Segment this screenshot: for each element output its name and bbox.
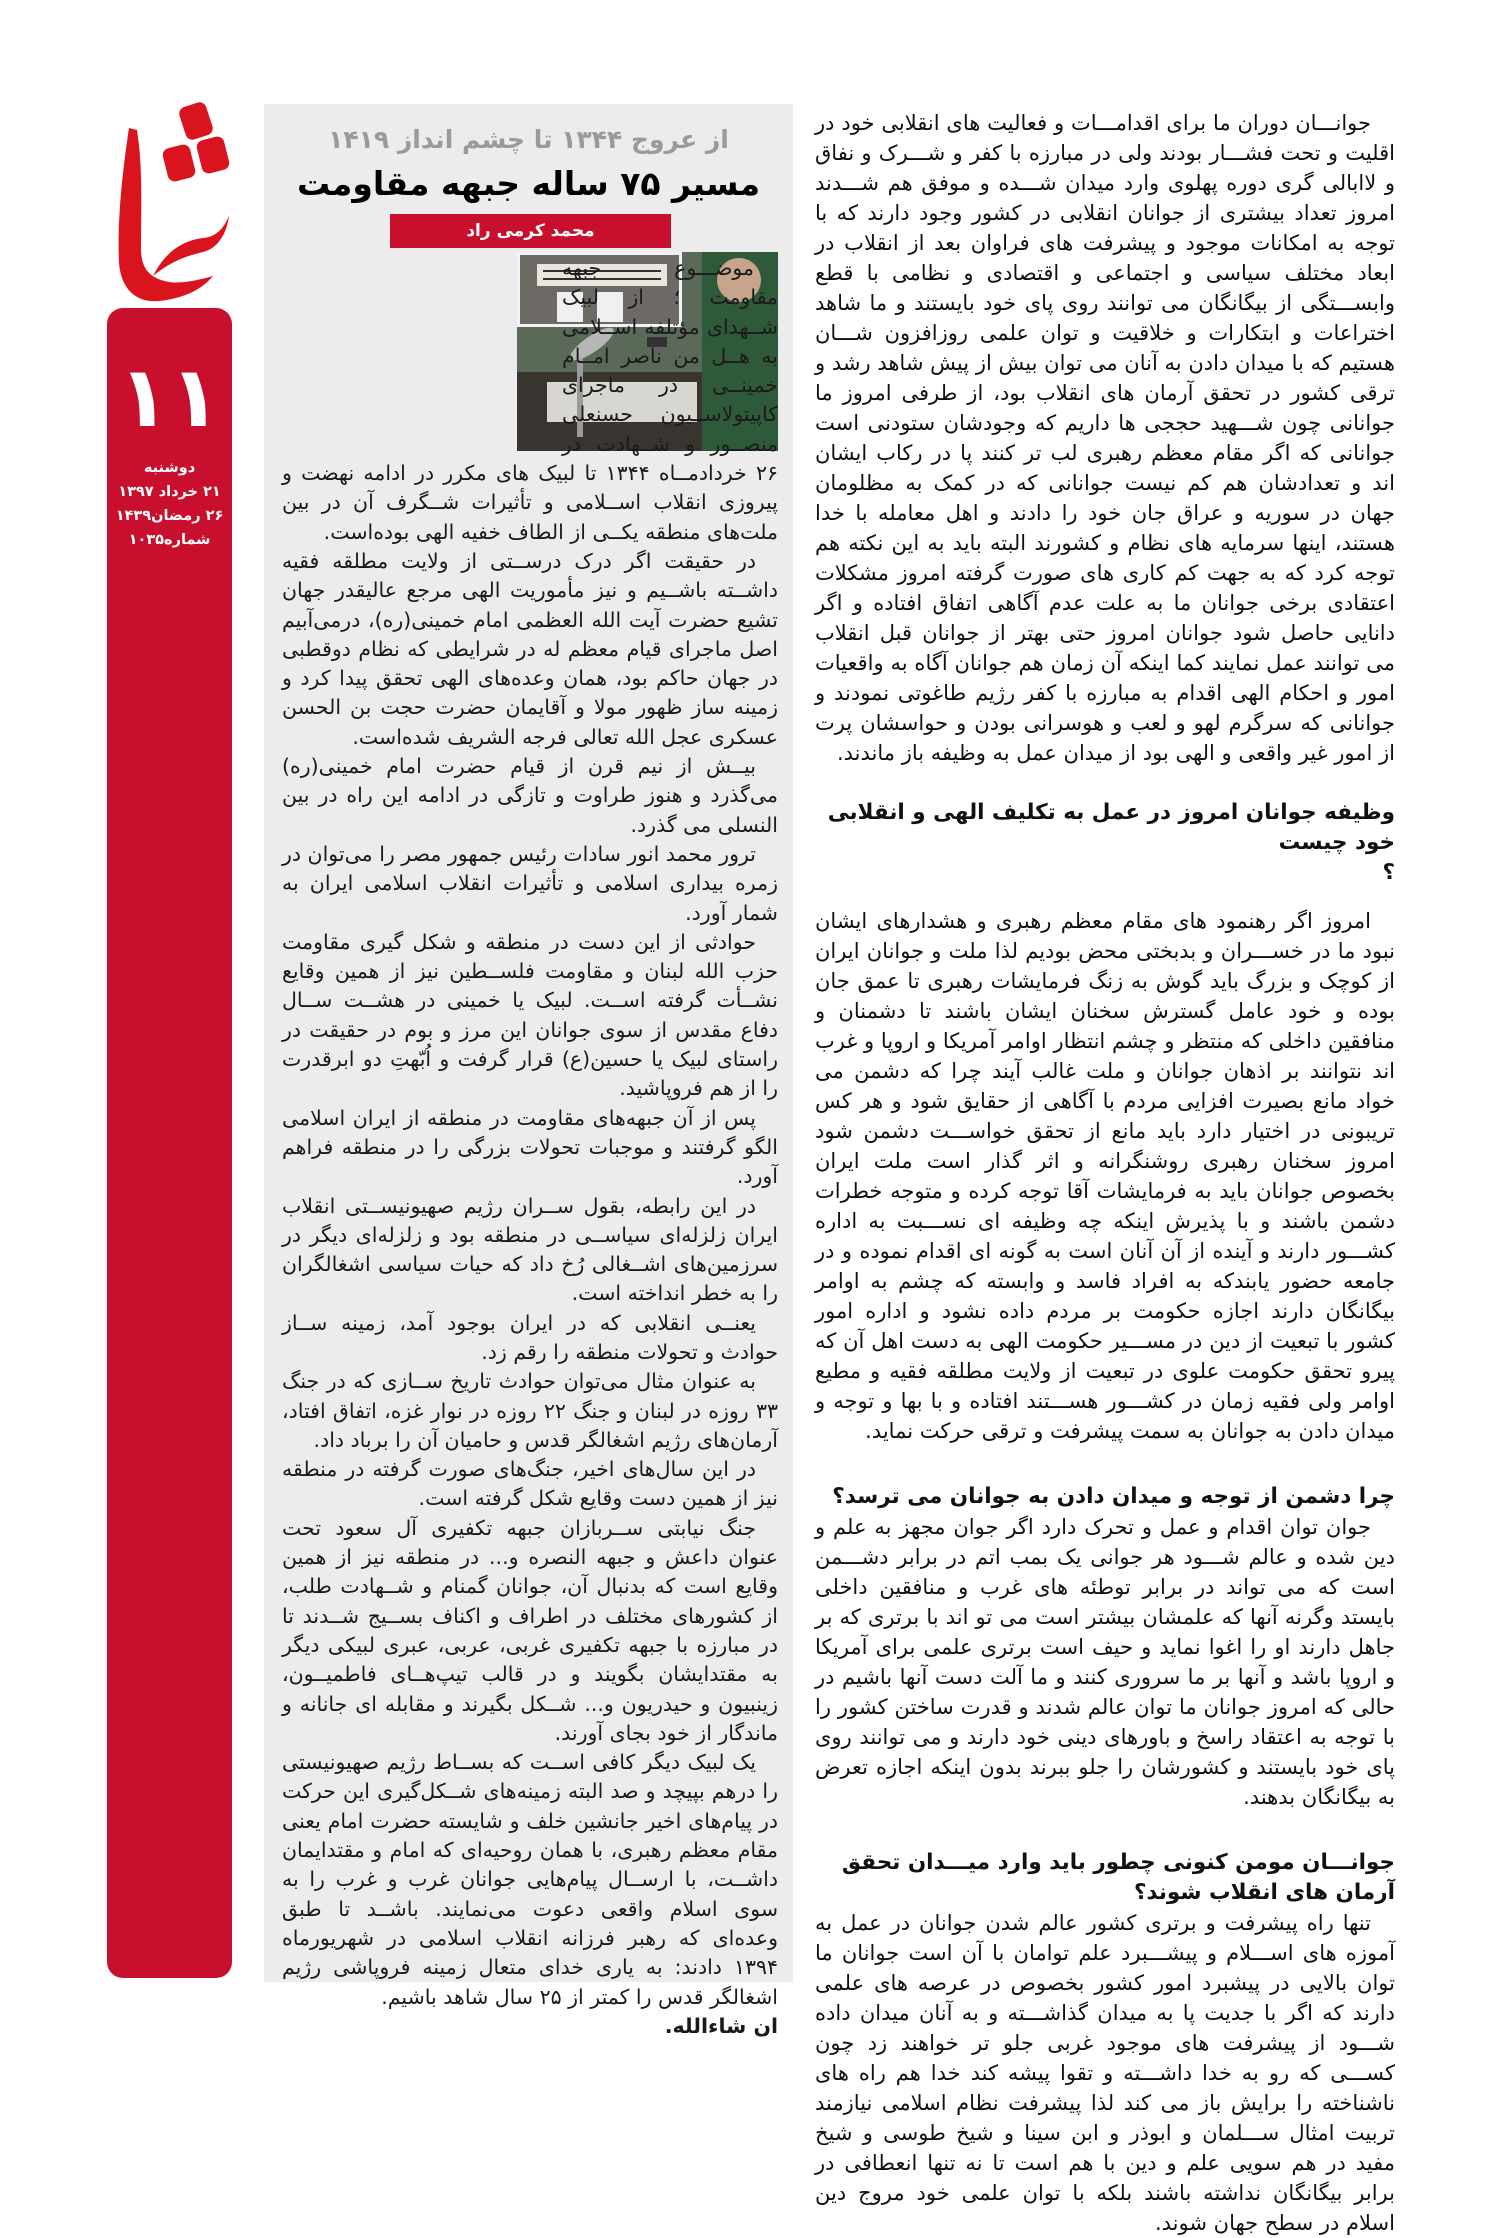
- side-article: [264, 104, 793, 2038]
- paragraph: در حقیقت اگر درک درســتی از ولایت مطلقه فقیه داشــته باشــیم و نیز مأموریت الهی مرجع عالیقدر جهان تشیع حضرت آیت الله العظمی امام خمینی(ره)، درمی‌آبیم اصل ماجرای قیام معظم له در شرایطی که نظام دوقطبی در جهان حاکم بود، همان وعده‌های الهی تحقق پیدا کرد و زمینه ساز ظهور مولا و آقایمان حضرت حجت بن الحسن عسکری عجل الله تعالی فرجه الشریف شده‌است.: [282, 548, 778, 749]
- paragraph: پس از آن جبهه‌های مقاومت در منطقه از ایران اسلامی الگو گرفتند و موجبات تحولات بزرگی را در منطقه فراهم آورد.: [282, 1105, 778, 1189]
- intro-paragraph: جوانـــان دوران ما برای اقدامـــات و فعالیت های انقلابی خود در اقلیت و تحت فشـــار بودند ولی در مبارزه با کفر و شـــرک و نفاق و لاابالی گری دوره پهلوی وارد میدان شـــده و موفق هم شـــدند امروز تعداد بیشتری از جوانان انقلابی در کشور وجود دارند که با توجه به امکانات موجود و پیشرفت های فراوان بعد از انقلاب در ابعاد مختلف سیاسی و اجتماعی و اقتصادی و نظامی با قطع وابســـتگی از بیگانگان می توانند روی پای خود بایستند و ما شاهد اختراعات و ابتکارات و خلاقیت و توان علمی روزافزون شـــان هستیم که با میدان دادن به آنان می توان بیش از پیش شاهد رشد و ترقی کشور در تحقق آرمان های انقلاب بود، از طرفی امروز ما جوانانی چون شـــهید حججی ها داریم که وجودشان ستودنی است جوانانی که اگر مقام معظم رهبری لب تر کنند پا در رکاب ایشان اند و تعدادشان هم کم نیست جوانانی که در کمک به مظلومان جهان در سوریه و عراق جان خود را دادند و اهل معامله با خدا هستند، اینها سرمایه های نظام و کشورند البته باید به این نکته هم توجه کرد که به جهت کم کاری های صورت گرفته امروز مشکلات اعتقادی برخی جوانان ما به علت عدم آگاهی اتفاق افتاده و اگر دانایی حاصل شود جوانان امروز حتی بهتر از جوانان قبل انقلاب می توانند عمل نمایند کما اینکه آن زمان هم جوانان آگاه به واقعیات امور و احکام الهی اقدام به مبارزه با کفر رژیم طاغوتی نمودند و جوانانی که سرگرم لهو و لعب و هوسرانی بودن و حواسشان پرت از امور غیر واقعی و الهی بود از میدان عمل به وظیفه باز ماندند.: [815, 111, 1395, 765]
- shoma-logo-icon: [107, 98, 233, 304]
- paragraph: به عنوان مثال می‌توان حوادث تاریخ ســازی که در جنگ ۳۳ روزه در لبنان و جنگ ۲۲ روزه در نوار غزه، اتفاق افتاد، آرمان‌های رژیم اشغالگر قدس و حامیان آن را برباد داد.: [282, 1369, 778, 1452]
- page-number: ۱۱: [118, 348, 221, 446]
- closing-line: ان شاءالله.: [664, 2013, 778, 2038]
- paragraph: یعنــی انقلابی که در ایران بوجود آمد، زمینه ســاز حوادث و تحولات منطقه را رقم زد.: [282, 1310, 778, 1364]
- paragraph: یک لبیک دیگر کافی اســت که بســاط رژیم صهیونیستی را درهم بپیچد و صد البته زمینه‌های شــکل‌گیری این حرکت در پیام‌های اخیر جانشین خلف و شایسته حضرت امام یعنی مقام معظم رهبری، با همان روحیه‌ای که امام و مقتدایمان داشــت، با ارســال پیام‌هایی جوانان غرب و غرب را به سوی اسلام واقعی دعوت می‌نمایند. باشــد تا طبق وعده‌ای که رهبر فرزانه انقلاب اسلامی در شهریورماه ۱۳۹۴ دادند: به یاری خدای متعال زمینه فروپاشی رژیم اشغالگر قدس را کمتر از ۲۵ سال شاهد باشیم.: [282, 1750, 778, 2009]
- article-kicker: از عروج ۱۳۴۴ تا چشم انداز ۱۴۱۹: [328, 125, 729, 154]
- author-byline: محمد کرمی راد: [390, 214, 671, 248]
- issue-dates: [107, 456, 232, 552]
- paragraph: در این رابطه، بقول ســران رژیم صهیونیســتی انقلاب ایران زلزله‌ای سیاســی در منطقه بود و زلزله‌ای دیگر در سرزمین‌های اشــغالی رُخ داد که حیات سیاسی اشغالگران را به خطر انداخته است.: [282, 1193, 778, 1306]
- main-article: [815, 108, 1395, 2238]
- date-solar: ۲۱ خرداد ۱۳۹۷: [118, 484, 221, 500]
- section-heading-tail: ؟: [1382, 860, 1395, 885]
- issue-number: شماره۱۰۳۵: [128, 532, 211, 548]
- section-body: تنها راه پیشرفت و برتری کشور عالم شدن جوانان در عمل به آموزه های اســـلام و پیشـــبرد علم توامان با آن است جوانان ما توان بالایی در پیشبرد امور کشور بخصوص در عرصه های علمی دارند که اگر با جدیت پا به میدان گذاشـــته و به آنان میدان داده شـــود از پیشرفت های موجود غربی جلو تر خواهند زد چون کســـی که رو به خدا داشـــته و تقوا پیشه کند خدا هم راه های ناشناخته را برایش باز می کند لذا پیشرفت نظام اسلامی نیازمند تربیت امثال ســـلمان و ابوذر و ابن سینا و شیخ طوسی و شیخ مفید در هم سویی علم و دین با هم است تا نه تنها انعطافی در برابر بیگانگان نداشته باشند بلکه با توان علمی خود مروج دین اسلام در سطح جهان شوند.: [815, 1911, 1395, 2235]
- section-heading-text: وظیفه جوانان امروز در عمل به تکلیف الهی و انقلابی خود چیست: [827, 800, 1395, 855]
- paragraph: جنگ نیابتی ســربازان جبهه تکفیری آل سعود تحت عنوان داعش و جبهه النصره و... در منطقه نیز از همین وقایع است که بدنبال آن، جوانان گمنام و شــهادت طلب، از کشورهای مختلف در اطراف و اکناف بســیج شــدند تا در مبارزه با جبهه تکفیری غربی، عربی، عبری لبیکی دیگر به مقتدایشان بگویند و در قالب تیپ‌هــای فاطمیــون، زینبیون و حیدریون و... شــکل بگیرند و مقابله ای جانانه و ماندگار از خود بجای آورند.: [282, 1515, 778, 1745]
- paragraph: بیــش از نیم قرن از قیام حضرت امام خمینی(ره) می‌گذرد و هنوز طراوت و تازگی در ادامه این راه در بین النسلی می گذرد.: [282, 754, 778, 837]
- section-body: جوان توان اقدام و عمل و تحرک دارد اگر جوان مجهز به علم و دین شده و عالم شـــود هر جوانی یک بمب اتم در برابر دشـــمن است که می تواند در برابر توطئه های غرب و منافقین داخلی بایستد وگرنه آنها که علمشان بیشتر است می تو اند با برتری که بر جاهل دارند او را اغوا نماید و حیف است برتری علمی برای آمریکا و اروپا باشد و آنها بر ما سروری کنند و ما آلت دست آنها باشیم در حالی که امروز جوانان ما توان عالم شدند و قدرت ساختن کشور را با توجه به اعتقاد راسخ و باورهای دینی خود دارند و می توانند روی پای خود بایستند و کشورشان را جلو ببرند بدون اینکه اجازه تعرض به بیگانگان بدهند.: [815, 1515, 1395, 1809]
- section-heading: چرا دشمن از توجه و میدان دادن به جوانان می ترسد؟: [832, 1484, 1395, 1509]
- weekday: دوشنبه: [143, 460, 196, 476]
- paragraph: ترور محمد انور سادات رئیس جمهور مصر را می‌توان در زمره بیداری اسلامی و تأثیرات انقلاب اسلامی ایران به شمار آورد.: [282, 841, 778, 925]
- date-lunar: ۲۶ رمضان۱۴۳۹: [115, 508, 224, 524]
- section-heading: جوانـــان مومن کنونی چطور باید وارد میـــدان تحقق آرمان های انقلاب شوند؟: [841, 1850, 1395, 1905]
- section-body: امروز اگر رهنمود های مقام معظم رهبری و هشدارهای ایشان نبود ما در خســـران و بدبختی محض بودیم لذا ملت و جوانان ایران از کوچک و بزرگ باید گوش به زنگ فرمایشات رهبری تا عمق جان بوده و خود عامل گسترش سخنان ایشان باشند تا دشمنان و منافقین داخلی که منتظر و چشم انتظار اوامر آمریکا و اروپا و غرب اند نتوانند بر اذهان جوانان و ملت غالب آیند چرا که دشمن می خواد مانع بصیرت افزایی مردم با آگاهی از حقایق شود و هر کس تریبونی در اختیار دارد باید مانع از تحقق خواســـت دشمن شود امروز سخنان رهبری روشنگرانه و اثر گذار است ملت ایران بخصوص جوانان باید به فرمایشات آقا توجه کرده و متوجه خطرات دشمن باشند و با پذیرش اینکه چه وظیفه ای نســـبت به اداره کشـــور دارند و آینده از آن آنان است به گونه ای اقدام نموده و در جامعه حضور یابندکه به افراد فاسد و وابسته که چشم به اوامر بیگانگان دارند اجازه حکومت بر مردم داده نشود و اداره امور کشور با تبعیت از دین در مســـیر حکومت الهی به دست اهل آن که پیرو تحقق حکومت علوی در تبعیت از ولایت مطلقه فقیه و مطیع اوامر ولی فقیه زمان در کشـــور هســـتند افتاده و با بها و توجه و میدان دادن به جوانان به سمت پیشرفت و ترقی حرکت نماید.: [815, 909, 1395, 1443]
- issue-info-box: [107, 308, 232, 1978]
- side-article-body: [282, 254, 778, 2041]
- photo-wrap-spacer: [282, 254, 552, 458]
- section-heading: [815, 798, 1395, 888]
- paragraph: حوادثی از این دست در منطقه و شکل گیری مقاومت حزب الله لبنان و مقاومت فلســطین نیز از همین وقایع نشــأت گرفته اســت. لبیک یا خمینی در هشــت ســال دفاع مقدس از سوی جوانان این مرز و بوم در حقیقت در راستای لبیک یا حسین(ع) قرار گرفت و اُبّهتِ دو ابرقدرت را از هم فروپاشید.: [282, 929, 778, 1101]
- article-headline: مسیر ۷۵ ساله جبهه مقاومت: [296, 164, 760, 203]
- paragraph: در این سال‌های اخیر، جنگ‌های صورت گرفته در منطقه نیز از همین دست وقایع شکل گرفته است.: [282, 1457, 778, 1511]
- paragraph: موضـــوع جبهه مقاومت ؛ از لبیک شــهدای مؤتلفه اســلامی به هــل من ناصر امــام خمینــی در ماجرای کاپیتولاســیون حسنعلی منصــور و شــهادت در ۲۶ خردادمــاه ۱۳۴۴ تا لبیک های مکرر در ادامه نهضت و پیروزی انقلاب اســلامی و تأثیرات شــگرف آن در بین ملت‌های منطقه یکــی از الطاف خفیه الهی بوده‌است.: [282, 256, 778, 544]
